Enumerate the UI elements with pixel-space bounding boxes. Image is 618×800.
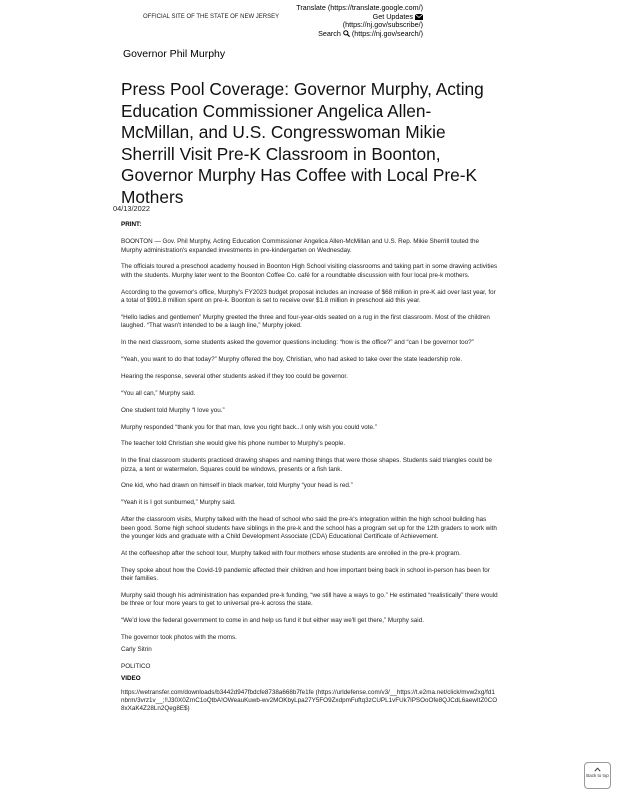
search-label: Search [318,28,341,38]
video-label: VIDEO [121,675,141,683]
paragraph-9: One student told Murphy “I love you.” [121,406,225,414]
page-title: Press Pool Coverage: Governor Murphy, Acting Education Commissioner Angelica Allen-McMillan, and U.S. Congresswoman Mikie Sherrill Visit Pre-K Classroom in Boonton, Governor Murphy Has Coffee with Local Pre-K Mothers [121,79,484,207]
site-name-link[interactable]: Governor Phil Murphy [123,48,226,60]
paragraph-2: The officials toured a preschool academy housed in Boonton High School visiting classrooms and taking part in some drawing activities with the students. Murphy later went to the Boonton Coffee Co. café for a roundtable discussion with four local pre-k mothers. [121,263,498,279]
utility-links [296,4,423,38]
translate-link[interactable]: Translate (https://translate.google.com/) [296,3,423,12]
paragraph-19: “We'd love the federal government to come in and help us fund it but either way we'll get there,” Murphy said. [121,617,424,624]
article-date: 04/13/2022 [113,204,150,213]
paragraph-1: BOONTON — Gov. Phil Murphy, Acting Education Commissioner Angelica Allen-McMillan and U.S. Rep. Mikie Sherrill touted the Murphy administration's expanded investments in pre-kindergarten on Wednesday. [121,238,480,254]
paragraph-8: “You all can,” Murphy said. [121,389,196,397]
paragraph-4: “Hello ladies and gentlemen” Murphy greeted the three and four-year-olds seated on a rug in the first classroom. Most of the children laughed. “That wasn't intended to be a laugh line,” Murphy joked. [121,313,490,330]
outlet: POLITICO [121,663,151,671]
paragraph-16: At the coffeeshop after the school tour, Murphy talked with four mothers whose students are enrolled in the pre-k program. [121,549,461,557]
paragraph-17: They spoke about how the Covid-19 pandemic affected their children and how important being back in school in-person has been for their families. [121,566,490,582]
paragraph-13: One kid, who had drawn on himself in black marker, told Murphy “your head is red.” [121,482,353,490]
subscribe-url[interactable]: (https://nj.gov/subscribe/) [342,20,423,30]
search-link[interactable] [296,30,423,39]
back-to-top-label: Back to top [586,773,609,778]
official-site-label: OFFICIAL SITE OF THE STATE OF NEW JERSEY [143,14,280,20]
video-link[interactable]: https://wetransfer.com/downloads/b3442d947fbdcfe8738a668b7fe1fe (https://urldefense.com/v3/__https://t.e2ma.net/click/mvw2xg/fd1nbrm/3vrz1v__;!!J30X0ZrnC1oQtbA!OWeauKuwb-wv2MOKbyLpa27Y5FO9ZxdpmFuftq3zCUPL1vFUk7lPSOoOfe8QJCdL6aewItZ0CO8xXaK4Z28Ln2Qeg8E$) [121,688,498,713]
back-to-top-button[interactable] [584,762,611,789]
search-icon [343,30,350,37]
paragraph-3: According to the governor's office, Murphy's FY2023 budget proposal includes an increase of $68 million in pre-K aid over last year, for a total of $991.8 million spent on pre-k. Boonton is set to receive over $1.8 million in preschool aid this year. [121,288,496,304]
chevron-up-icon [594,767,601,772]
paragraph-5: In the next classroom, some students asked the governor questions including: “how is the office?” and “can I be governor too?” [121,339,474,347]
get-updates-label: Get Updates [372,11,413,21]
paragraph-14: “Yeah it is I got sunburned,” Murphy said. [121,499,236,507]
paragraph-7: Hearing the response, several other students asked if they too could be governor. [121,372,348,380]
article-body [121,221,498,722]
paragraph-6: “Yeah, you want to do that today?” Murphy offered the boy, Christian, who had asked to take over the state leadership role. [121,355,463,363]
print-label: PRINT: [121,221,142,228]
paragraph-12: In the final classroom students practiced drawing shapes and naming things that were those shapes. Students said triangles could be pizza, a tent or watermelon. Squares could be windows, presents or a fish tank. [121,457,493,473]
byline: Carly Sitrin [121,646,152,654]
paragraph-15: After the classroom visits, Murphy talked with the head of school who said the pre-k's integration within the high school building has been good. Some high school students have siblings in the pre-k and the school has a program set up for the 12th graders to work with the younger kids and graduate with a Child Development Associate (CDA) Educational Certificate of Achievement. [121,516,497,540]
paragraph-11: The teacher told Christian she would give his phone number to Murphy's people. [121,440,346,448]
paragraph-10: Murphy responded “thank you for that man, love you right back...I only wish you could vote.” [121,423,377,431]
search-url: (https://nj.gov/search/) [351,28,423,38]
paragraph-20: The governor took photos with the moms. [121,633,237,641]
envelope-icon [415,14,423,20]
paragraph-18: Murphy said though his administration has expanded pre-k funding, “we still have a ways to go.” He estimated “realistically” there would be three or four more years to get to universal pre-k across the state. [121,591,498,608]
